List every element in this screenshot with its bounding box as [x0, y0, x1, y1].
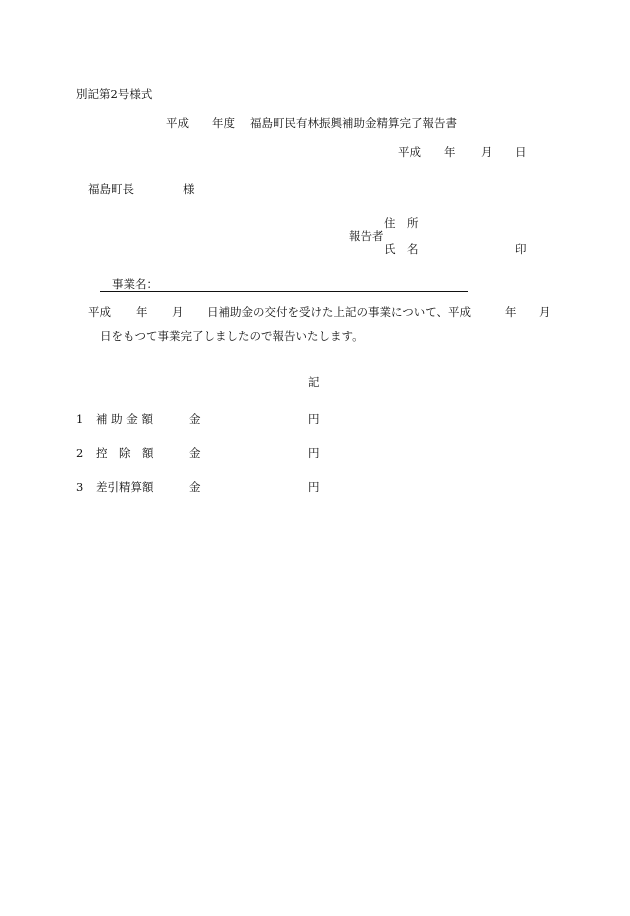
body-month-1: 月 [172, 305, 184, 319]
title-year-suffix: 年度 [212, 116, 235, 130]
form-label: 別記第2号様式 [76, 87, 153, 101]
item-label: 控 除 額 [96, 446, 154, 460]
body-line-1-text: 日補助金の交付を受けた上記の事業について、平成 [207, 305, 472, 319]
item-number: 2 [76, 446, 84, 460]
item-kin: 金 [189, 480, 201, 494]
date-day: 日 [515, 145, 527, 159]
item-number: 1 [76, 412, 84, 426]
item-yen: 円 [308, 480, 320, 494]
item-yen: 円 [308, 446, 320, 460]
item-number: 3 [76, 480, 84, 494]
item-kin: 金 [189, 446, 201, 460]
date-era: 平成 [398, 145, 421, 159]
ki-heading: 記 [308, 375, 320, 389]
body-line-2: 日をもつて事業完了しましたので報告いたします。 [100, 329, 364, 343]
reporter-name-label: 氏 名 [384, 242, 419, 256]
date-month: 月 [481, 145, 493, 159]
addressee-name: 福島町長 [88, 182, 134, 196]
project-underline [100, 291, 468, 292]
seal-mark: 印 [515, 242, 527, 256]
body-year-2: 年 [505, 305, 517, 319]
reporter-address-label: 住 所 [384, 216, 419, 230]
body-month-2: 月 [539, 305, 551, 319]
body-year-1: 年 [136, 305, 148, 319]
addressee-honorific: 様 [183, 182, 195, 196]
body-era-1: 平成 [88, 305, 111, 319]
document-title: 福島町民有林振興補助金精算完了報告書 [250, 116, 457, 130]
project-label: 事業名： [112, 277, 158, 291]
item-label: 補 助 金 額 [96, 412, 153, 426]
date-year: 年 [444, 145, 456, 159]
item-label: 差引精算額 [96, 480, 154, 494]
reporter-label: 報告者 [349, 229, 384, 243]
title-era: 平成 [166, 116, 189, 130]
item-yen: 円 [308, 412, 320, 426]
item-kin: 金 [189, 412, 201, 426]
